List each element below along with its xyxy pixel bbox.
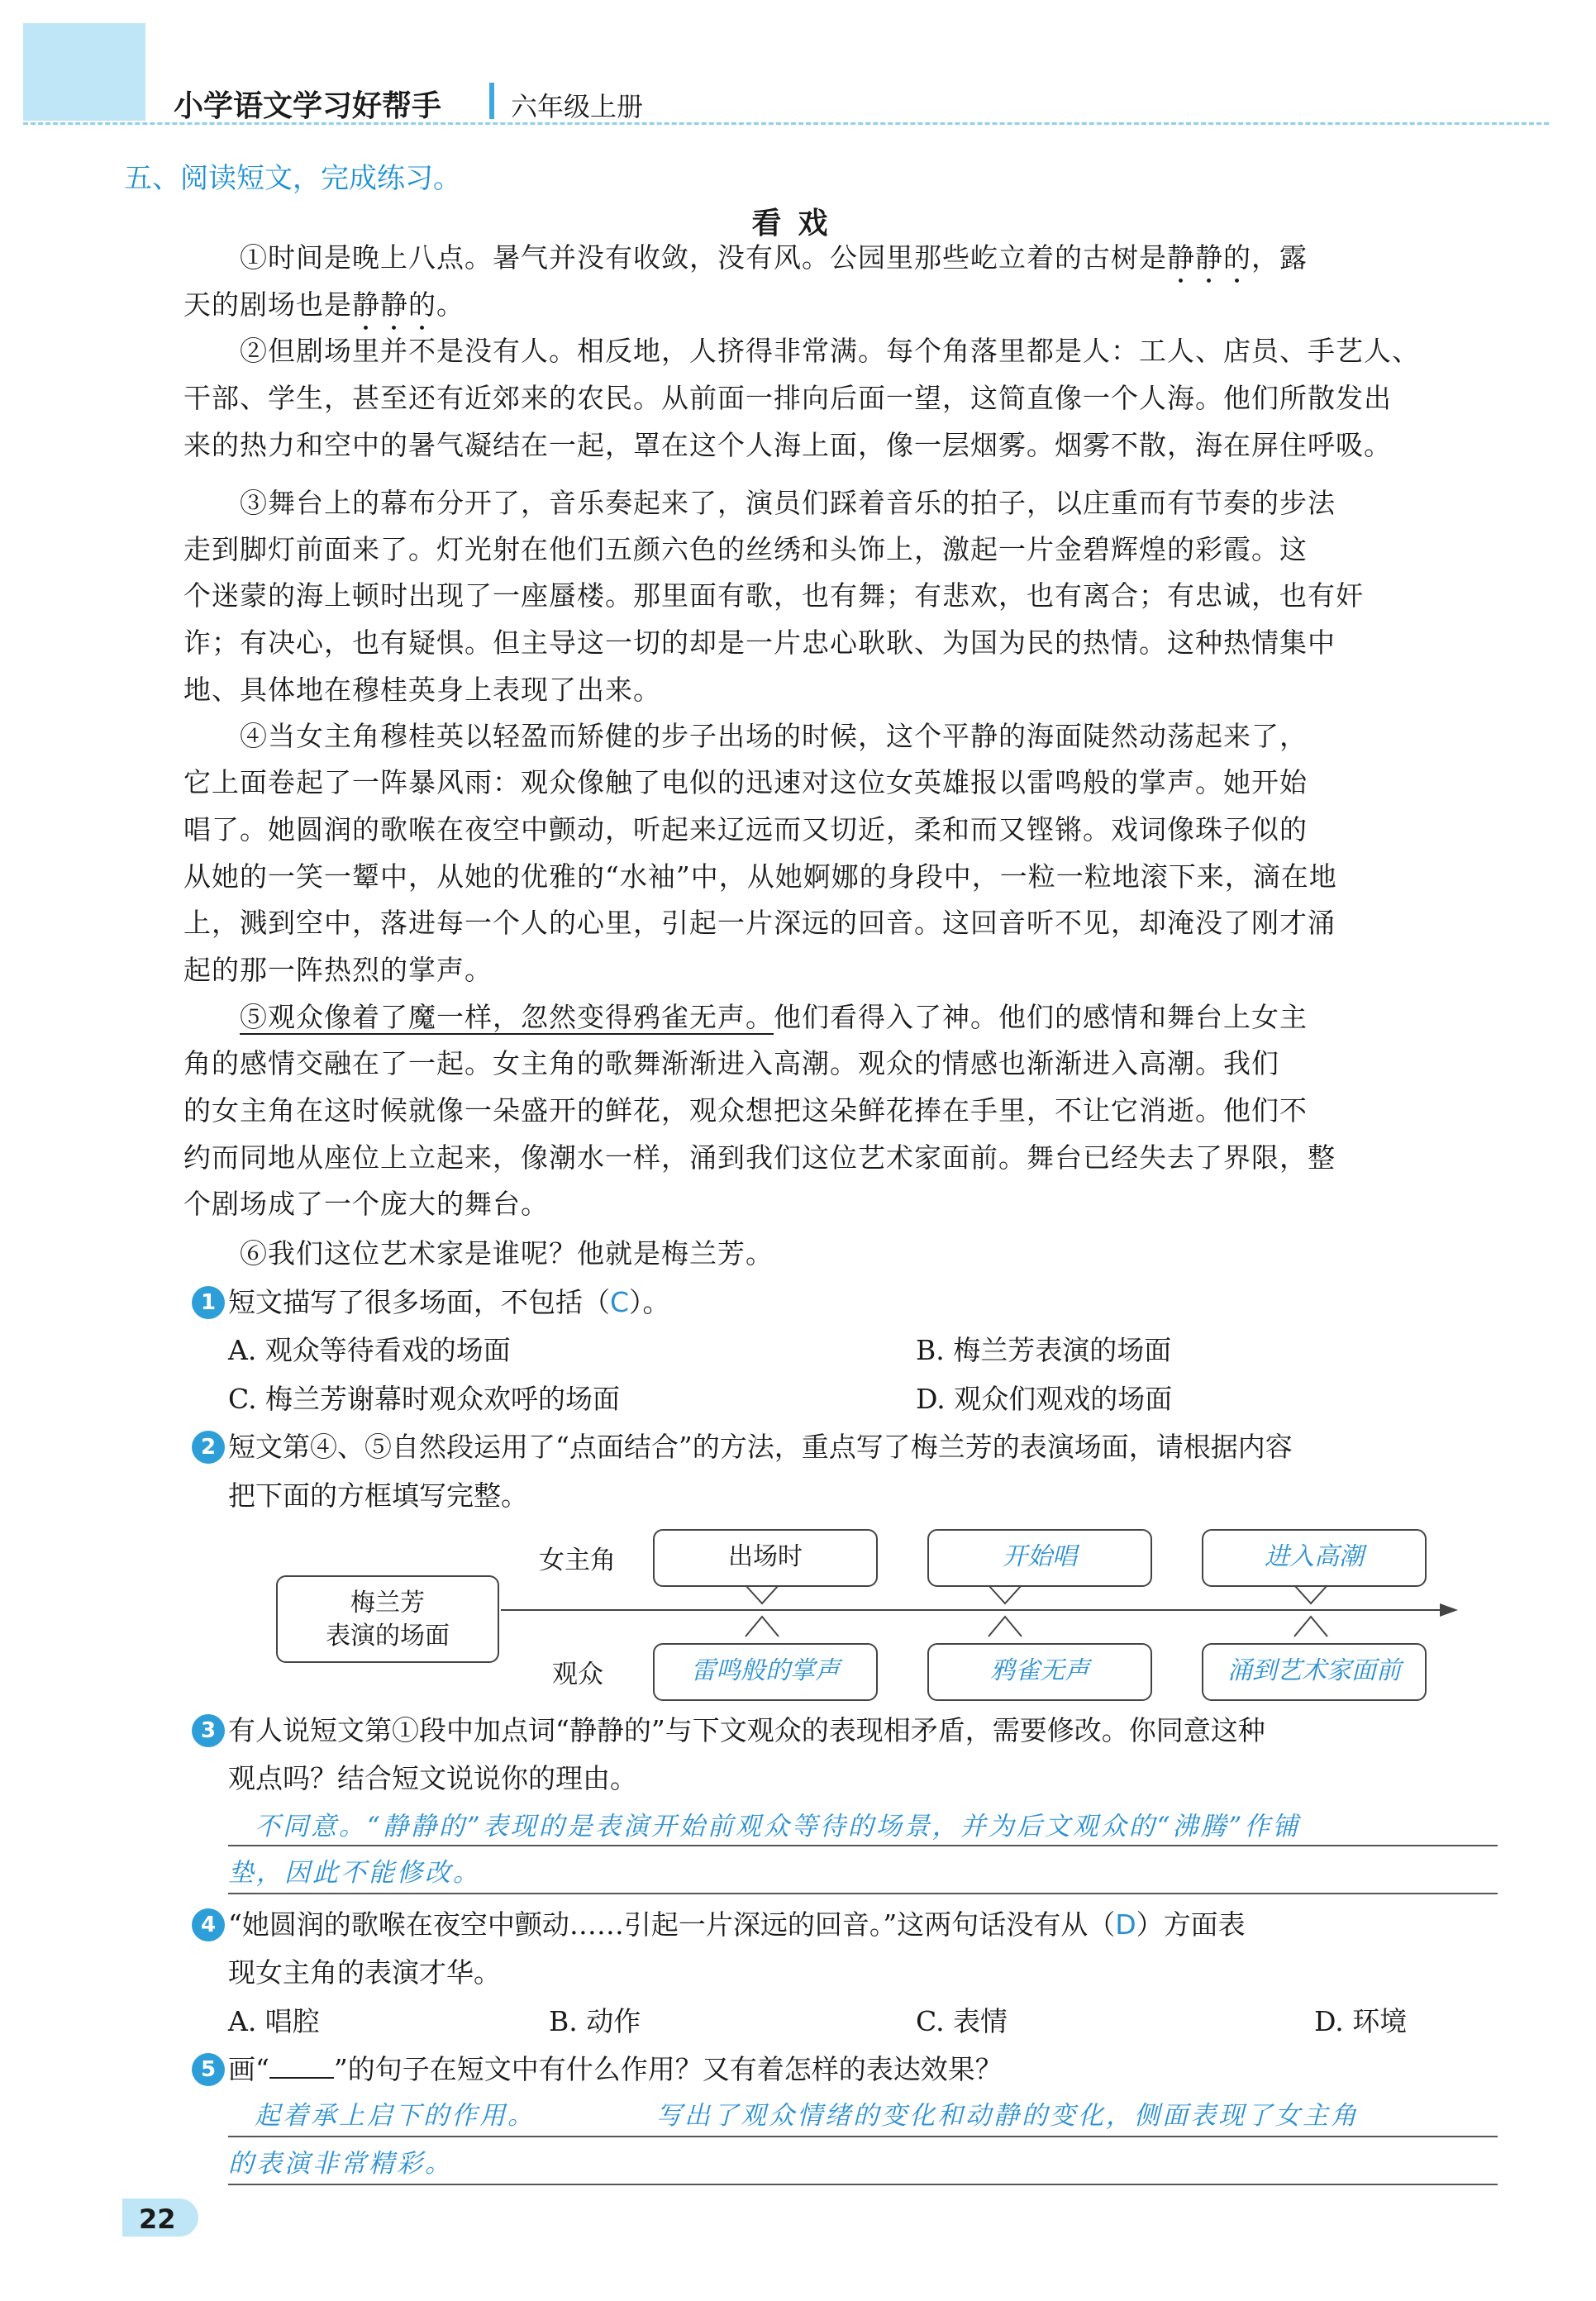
bottom-connector [989,1617,1022,1636]
text-segment: 天的剧场也是 [183,288,352,321]
bottom-box-applause: 雷鸣般的掌声 [653,1643,878,1701]
article-line: 上，溅到空中，落进每一个人的心里，引起一片深远的回音。这回音听不见，却淹没了刚才涌 [183,907,1336,939]
arrow-head-icon [1440,1603,1458,1617]
article-line: 走到脚灯前面来了。灯光射在他们五颜六色的丝绣和头饰上，激起一片金碧辉煌的彩霞。这 [183,533,1308,565]
option-d: D. 环境 [1314,2005,1408,2037]
option-c: C. 梅兰芳谢幕时观众欢呼的场面 [228,1383,621,1415]
option-a: A. 观众等待看戏的场面 [228,1334,511,1366]
top-connector [1294,1585,1327,1603]
article-line: 的女主角在这时候就像一朵盛开的鲜花，观众想把这朵鲜花捧在手里，不让它消逝。他们不 [183,1094,1308,1127]
audience-label: 观众 [552,1660,603,1689]
article-line: ②但剧场里并不是没有人。相反地，人挤得非常满。每个角落里都是人：工人、店员、手艺人、 [240,335,1420,367]
question-2-line2: 把下面的方框填写完整。 [228,1479,528,1512]
answer-line: 起着承上启下的作用。 [255,2101,536,2131]
bottom-connector [1294,1617,1327,1636]
question-number-badge: 4 [192,1908,225,1941]
article-line: 唱了。她圆润的歌喉在夜空中颤动，听起来辽远而又切近，柔和而又铿锵。戏词像珠子似的 [183,813,1308,846]
top-connector [746,1585,779,1603]
article-line: 个迷蒙的海上顿时出现了一座蜃楼。那里面有歌，也有舞；有悲欢，也有离合；有忠诚，也有奸 [183,579,1364,612]
option-b: B. 梅兰芳表演的场面 [916,1334,1172,1366]
top-box-singing: 开始唱 [927,1529,1152,1587]
article-line: ④当女主角穆桂英以轻盈而矫健的步子出场的时候，这个平静的海面陡然动荡起来了， [240,720,1308,752]
question-text: “她圆润的歌喉在夜空中颤动……引起一片深远的回音。”这两句话没有从（ [228,1908,1116,1941]
question-number-badge: 2 [192,1431,225,1464]
text-segment: ，露 [1251,241,1308,274]
question-text: 短文描写了很多场面，不包括（ [228,1286,610,1318]
answer-rule [228,1893,1498,1894]
article-line: ③舞台上的幕布分开了，音乐奏起来了，演员们踩着音乐的拍子，以庄重而有节奏的步法 [240,487,1336,519]
article-line: 干部、学生，甚至还有近郊来的农民。从前面一排向后面一望，这简直像一个人海。他们所散发出 [183,382,1392,414]
text-segment: 他们看得入了神。他们的感情和舞台上女主 [774,1001,1308,1033]
question-number-badge: 5 [192,2053,225,2086]
article-line: ⑥我们这位艺术家是谁呢？他就是梅兰芳。 [240,1237,774,1270]
text-segment: 。 [436,288,465,321]
answer-rule [228,2184,1498,2185]
bottom-box-rush: 涌到艺术家面前 [1202,1643,1427,1701]
answer-line: 写出了观众情绪的变化和动静的变化，侧面表现了女主角 [656,2101,1359,2131]
root-label-line: 梅兰芳 [350,1589,425,1617]
article-line: 约而同地从座位上立起来，像潮水一样，涌到我们这位艺术家面前。舞台已经失去了界限，整 [183,1141,1336,1174]
section-title: 五、阅读短文，完成练习。 [124,162,461,195]
book-title: 小学语文学习好帮手 [174,89,442,123]
question-5-text [228,2053,1003,2086]
article-line: 来的热力和空中的暑气凝结在一起，罩在这个人海上面，像一层烟雾。烟雾不散，海在屏住呼吸。 [183,429,1392,461]
question-4-text [228,1908,1246,1941]
underline-blank [269,2054,334,2079]
answer-choice: C [610,1286,630,1318]
article-line: 角的感情交融在了一起。女主角的歌舞渐渐进入高潮。观众的情感也渐渐进入高潮。我们 [183,1047,1279,1079]
lead-actress-label: 女主角 [539,1546,616,1575]
dotted-word: 静静的 [352,288,436,321]
question-4-line2: 现女主角的表演才华。 [228,1956,501,1989]
answer-rule [228,1845,1498,1846]
top-box-climax: 进入高潮 [1202,1529,1427,1587]
question-2-line1: 短文第④、⑤自然段运用了“点面结合”的方法，重点写了梅兰芳的表演场面，请根据内容 [228,1431,1293,1463]
article-line: 起的那一阵热烈的掌声。 [183,954,493,986]
answer-line: 不同意。“静静的”表现的是表演开始前观众等待的场景，并为后文观众的“沸腾”作铺 [255,1812,1301,1841]
option-d: D. 观众们观戏的场面 [916,1383,1173,1415]
top-box-entrance: 出场时 [653,1529,878,1587]
bottom-connector [746,1617,779,1636]
option-c: C. 表情 [916,2005,1008,2037]
question-text: ）方面表 [1136,1908,1246,1941]
bottom-box-silence: 鸦雀无声 [927,1643,1152,1701]
page-number: 22 [139,2203,176,2235]
article-line: 诈；有决心，也有疑惧。但主导这一切的却是一片忠心耿耿、为国为民的热情。这种热情集中 [183,626,1336,659]
root-label-line: 表演的场面 [326,1622,450,1651]
question-text: ”的句子在短文中有什么作用？又有着怎样的表达效果？ [333,2053,1003,2085]
answer-line: 的表演非常精彩。 [228,2149,453,2179]
answer-choice: D [1115,1908,1136,1941]
article-line: 从她的一笑一颦中，从她的优雅的“水袖”中，从她婀娜的身段中，一粒一粒地滚下来，滴在地 [183,860,1337,893]
article-line: 它上面卷起了一阵暴风雨：观众像触了电似的迅速对这位女英雄报以雷鸣般的掌声。她开始 [183,766,1308,798]
dotted-word: 静静的 [1167,241,1251,274]
text-segment: ①时间是晚上八点。暑气并没有收敛，没有风。公园里那些屹立着的古树是 [240,241,1167,274]
option-b: B. 动作 [549,2005,641,2037]
article-line: 地、具体地在穆桂英身上表现了出来。 [183,674,661,706]
article-line: 个剧场成了一个庞大的舞台。 [183,1188,549,1220]
option-a: A. 唱腔 [228,2005,320,2037]
question-text: 画“ [228,2053,269,2085]
article-title: 看戏 [751,207,845,241]
question-3-line1: 有人说短文第①段中加点词“静静的”与下文观众的表现相矛盾，需要修改。你同意这种 [228,1714,1265,1746]
answer-line: 垫，因此不能修改。 [228,1858,481,1888]
answer-rule [228,2136,1498,2137]
question-3-line2: 观点吗？结合短文说说你的理由。 [228,1762,637,1794]
question-number-badge: 3 [192,1714,225,1747]
question-text: ）。 [629,1286,670,1318]
diagram-root-box [276,1575,499,1663]
grade-label: 六年级上册 [511,91,644,122]
top-connector [989,1585,1022,1603]
underlined-sentence: ⑤观众像着了魔一样，忽然变得鸦雀无声。 [240,1001,774,1033]
question-number-badge: 1 [192,1286,225,1319]
